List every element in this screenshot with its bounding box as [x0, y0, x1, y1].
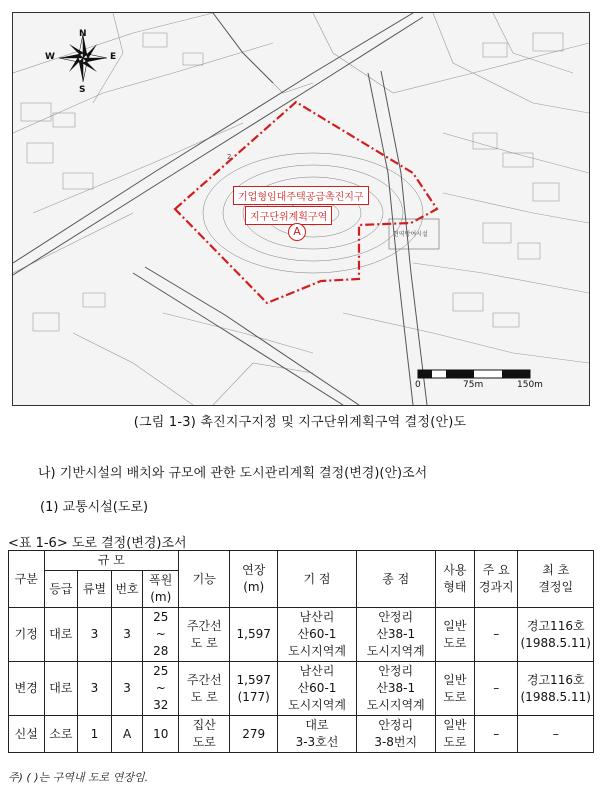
table-note: 주) ( )는 구역내 도로 연장임. [8, 771, 149, 784]
facility-label: 현역방여시설 [393, 231, 428, 238]
cell-category: 신설 [9, 716, 45, 753]
cell-length: 1,597 (177) [230, 662, 278, 716]
cell-width: 25 ~ 32 [143, 662, 179, 716]
cell-class: 3 [78, 608, 112, 662]
table-title: <표 1-6> 도로 결정(변경)조서 [8, 536, 187, 551]
road-decision-table [8, 550, 594, 753]
scale-label-75: 75m [463, 380, 484, 390]
cell-grade: 소로 [44, 716, 78, 753]
header-initial: 최 초 결정일 [518, 551, 594, 608]
compass-south-label: S [79, 85, 86, 95]
scale-label-150: 150m [517, 380, 543, 390]
cell-length: 279 [230, 716, 278, 753]
header-origin: 기 점 [278, 551, 357, 608]
cell-width: 10 [143, 716, 179, 753]
cell-end: 안정리 산38-1 도시지역계 [356, 608, 435, 662]
header-class: 류별 [78, 571, 112, 608]
header-end: 종 점 [356, 551, 435, 608]
header-usage: 사용 형태 [435, 551, 474, 608]
zone-label-secondary: 지구단위계획구역 [245, 206, 332, 225]
cell-origin: 남산리 산60-1 도시지역계 [278, 608, 357, 662]
cell-length: 1,597 [230, 608, 278, 662]
cell-number: 3 [111, 662, 143, 716]
cell-via: – [475, 608, 518, 662]
cell-initial: – [518, 716, 594, 753]
table-row [9, 662, 594, 716]
table-row [9, 716, 594, 753]
header-scale-group: 규 모 [44, 551, 179, 571]
cell-width: 25 ~ 28 [143, 608, 179, 662]
cell-origin: 남산리 산60-1 도시지역계 [278, 662, 357, 716]
cell-number: A [111, 716, 143, 753]
header-number: 번호 [111, 571, 143, 608]
cell-grade: 대로 [44, 662, 78, 716]
cell-initial: 경고116호 (1988.5.11) [518, 662, 594, 716]
cell-grade: 대로 [44, 608, 78, 662]
zone-label-primary: 기업형임대주택공급촉진지구 [233, 186, 369, 205]
scale-label-0: 0 [415, 380, 421, 390]
cell-end: 안정리 3-8번지 [356, 716, 435, 753]
cell-category: 변경 [9, 662, 45, 716]
figure-caption: (그림 1-3) 촉진지구지정 및 지구단위계획구역 결정(안)도 [133, 415, 467, 430]
cell-category: 기정 [9, 608, 45, 662]
cell-function: 주간선 도 로 [179, 608, 230, 662]
cell-function: 주간선 도 로 [179, 662, 230, 716]
cell-via: – [475, 716, 518, 753]
header-grade: 등급 [44, 571, 78, 608]
header-category: 구분 [9, 551, 45, 608]
zone-mark: A [288, 223, 306, 241]
table-row [9, 608, 594, 662]
section-title: 나) 기반시설의 배치와 규모에 관한 도시관리계획 결정(변경)(안)조서 [38, 466, 428, 481]
cell-end: 안정리 산38-1 도시지역계 [356, 662, 435, 716]
compass-west-label: W [45, 52, 55, 62]
road-label: 2 [227, 153, 232, 161]
compass-north-label: N [79, 29, 87, 39]
cell-initial: 경고116호 (1988.5.11) [518, 608, 594, 662]
cell-usage: 일반 도로 [435, 716, 474, 753]
site-map [12, 12, 590, 406]
header-function: 기능 [179, 551, 230, 608]
cell-usage: 일반 도로 [435, 608, 474, 662]
compass-east-label: E [110, 52, 117, 62]
cell-usage: 일반 도로 [435, 662, 474, 716]
header-via: 주 요 경과지 [475, 551, 518, 608]
subsection-title: (1) 교통시설(도로) [40, 500, 149, 515]
cell-via: – [475, 662, 518, 716]
cell-function: 집산 도로 [179, 716, 230, 753]
header-width: 폭원 (m) [143, 571, 179, 608]
header-length: 연장 (m) [230, 551, 278, 608]
cell-class: 1 [78, 716, 112, 753]
cell-class: 3 [78, 662, 112, 716]
cell-number: 3 [111, 608, 143, 662]
table-header-row-1 [9, 551, 594, 571]
cell-origin: 대로 3-3호선 [278, 716, 357, 753]
